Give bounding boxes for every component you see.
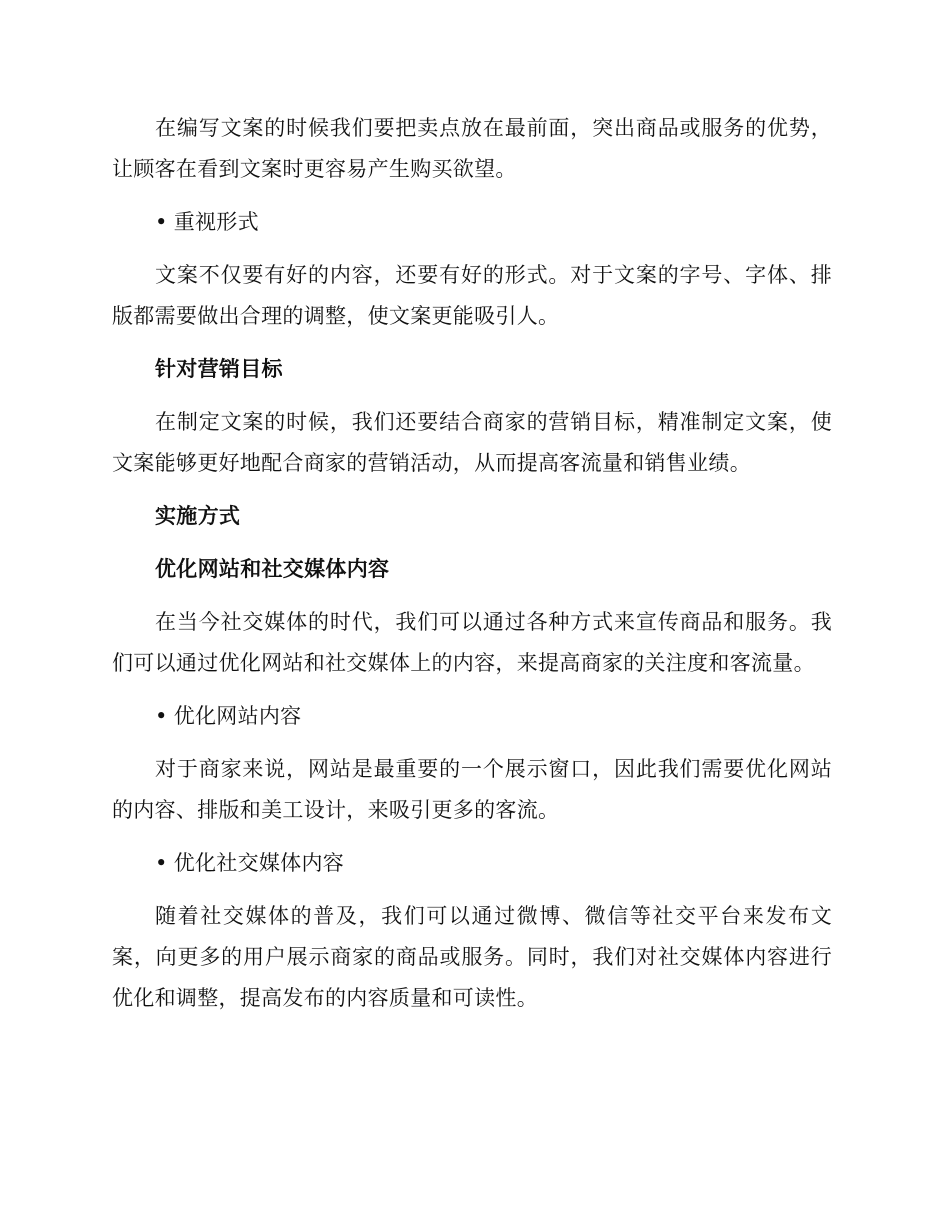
- bullet-optimize-website: [112, 696, 832, 737]
- bullet-form-emphasis: [112, 202, 832, 243]
- document-body: [112, 108, 832, 1031]
- bullet-marker: •: [155, 851, 168, 875]
- heading-marketing-goals: 针对营销目标: [155, 357, 283, 381]
- bullet-marker: •: [155, 704, 168, 728]
- heading-implementation: 实施方式: [155, 504, 241, 528]
- paragraph-form: 文案不仅要有好的内容，还要有好的形式。对于文案的字号、字体、排版都需要做出合理的调整，使文案更能吸引人。: [112, 263, 832, 328]
- paragraph-marketing-goals: 在制定文案的时候，我们还要结合商家的营销目标，精准制定文案，使文案能够更好地配合商家的营销活动，从而提高客流量和销售业绩。: [112, 410, 832, 475]
- paragraph-social-media: 随着社交媒体的普及，我们可以通过微博、微信等社交平台来发布文案，向更多的用户展示商家的商品或服务。同时，我们对社交媒体内容进行优化和调整，提高发布的内容质量和可读性。: [112, 904, 832, 1010]
- bullet-text: 重视形式: [173, 210, 259, 234]
- heading-optimize-web-social: 优化网站和社交媒体内容: [155, 557, 390, 581]
- paragraph-social-era: 在当今社交媒体的时代，我们可以通过各种方式来宣传商品和服务。我们可以通过优化网站和社交媒体上的内容，来提高商家的关注度和客流量。: [112, 610, 832, 675]
- bullet-text: 优化社交媒体内容: [173, 851, 345, 875]
- bullet-marker: •: [155, 210, 168, 234]
- paragraph-website: 对于商家来说，网站是最重要的一个展示窗口，因此我们需要优化网站的内容、排版和美工设计，来吸引更多的客流。: [112, 757, 832, 822]
- bullet-text: 优化网站内容: [173, 704, 302, 728]
- bullet-optimize-social: [112, 843, 832, 884]
- paragraph-selling-point: 在编写文案的时候我们要把卖点放在最前面，突出商品或服务的优势，让顾客在看到文案时更容易产生购买欲望。: [112, 116, 832, 181]
